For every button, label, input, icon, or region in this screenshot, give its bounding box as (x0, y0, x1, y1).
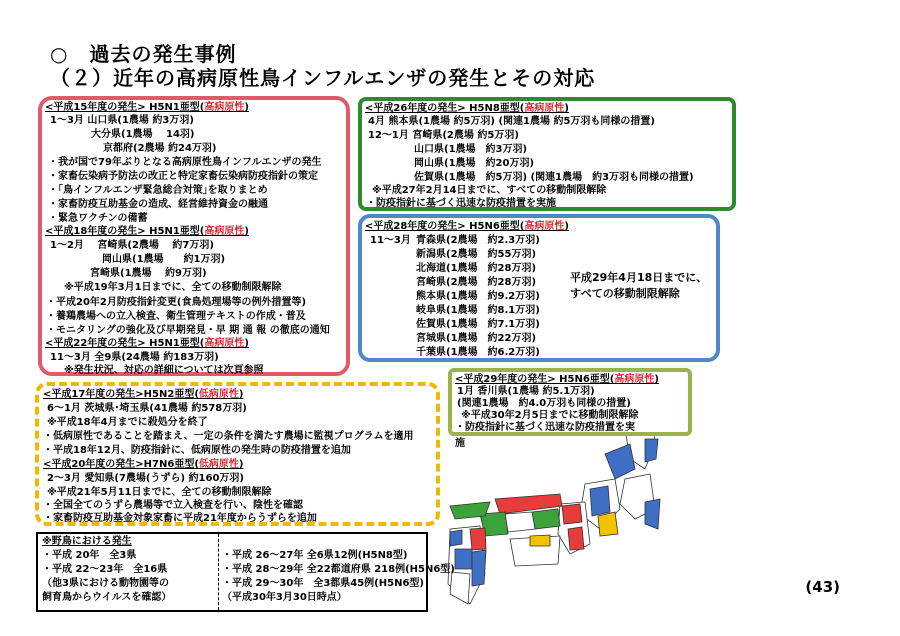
h22-line: 11～3月 全9県(24農場 約183万羽) (50, 352, 219, 363)
wild-birds-left: ・平成 20年 全3県 (42, 550, 137, 561)
box-h15-h18-h22 (38, 96, 350, 376)
h26-line: ※平成27年2月14日までに、すべての移動制限解除 (372, 185, 607, 196)
h28-row: 千葉県(1農場 約6.2万羽) (416, 347, 540, 358)
h15-line: ・家畜防疫互助基金の造成、経営維持資金の融通 (48, 199, 268, 210)
h28-note: 平成29年4月18日までに、 (570, 271, 708, 284)
divider (218, 534, 219, 610)
h15-line: ・緊急ワクチンの備蓄 (48, 213, 148, 224)
h18-line: 宮崎県(1農場 約9万羽) (90, 268, 207, 279)
h20-header: <平成20年度の発生>H7N6亜型(低病原性) (43, 459, 244, 470)
map-kagoshima (450, 572, 470, 604)
h29-line: (関連1農場 約4.0万羽も同様の措置) (457, 398, 631, 409)
map-saga (450, 530, 462, 546)
h17-line: ※平成18年4月までに殺処分を終了 (47, 417, 208, 428)
map-shimane (450, 502, 490, 519)
h26-line: 岡山県(1農場 約20万羽) (414, 158, 535, 169)
h18-line: 1～2月 宮崎県(2農場 約7万羽) (50, 240, 214, 251)
h26-header: <平成26年度の発生> H5N8亜型(高病原性) (365, 103, 569, 114)
h17-line: ・低病原性であることを踏まえ、一定の条件を満たす農場に監視プログラムを適用 (43, 431, 414, 442)
h26-line: 12～1月 宮崎県(2農場 約5万羽) (368, 130, 519, 141)
h22-line: ※発生状況、対応の詳細については次頁参照 (64, 365, 264, 376)
h28-row: 宮城県(1農場 約22万羽) (416, 333, 537, 344)
h28-header: <平成28年度の発生> H5N6亜型(高病原性) (365, 221, 569, 232)
wild-birds-right: （平成30年3月30日時点） (222, 592, 347, 603)
h26-line: ・防疫指針に基づく迅速な防疫措置を実施 (366, 198, 556, 209)
map-gifu (590, 486, 610, 516)
map-kumamoto (455, 549, 472, 569)
h15-header: <平成15年度の発生> H5N1亜型(高病原性) (45, 102, 249, 113)
wild-birds-right: ・平成 26～27年 全6県12例(H5N8型) (222, 550, 408, 561)
h15-line: 1～3月 山口県(1農場 約3万羽) (50, 115, 194, 126)
h26-line: 山口県(1農場 約3万羽) (414, 144, 528, 155)
map-miyazaki (472, 550, 486, 586)
map-aichi (598, 512, 618, 536)
map-kagawa (530, 535, 550, 546)
h15-line: ・我が国で79年ぶりとなる高病原性鳥インフルエンザの発生 (48, 157, 322, 168)
h15-line: 京都府(2農場 約24万羽) (103, 143, 217, 154)
map-oita (470, 528, 486, 550)
wild-birds-right: ・平成 29～30年 全3都県45例(H5N6型) (222, 578, 424, 589)
wild-birds-right: ・平成 28～29年 全22都道府県 218例(H5N6型) (222, 564, 455, 575)
h29-line: ※平成30年2月5日までに移動制限解除 (461, 410, 639, 421)
h17-line: ・平成18年12月、防疫指針に、低病原性の発生時の防疫措置を追加 (43, 445, 351, 456)
h18-line: ※平成19年3月1日までに、全ての移動制限解除 (64, 282, 282, 293)
map-niigata (605, 444, 635, 479)
h28-row: 新潟県(2農場 約55万羽) (416, 249, 537, 260)
h20-line: ・家畜防疫互助基金対象家畜に平成21年度からうずらを追加 (43, 513, 317, 524)
h20-line: ・全国全てのうずら農場等で立入検査を行い、陰性を確認 (43, 500, 303, 511)
map-chiba (645, 499, 660, 529)
map-nara (568, 527, 584, 550)
title-line-1: ○ 過去の発生事例 (50, 42, 237, 66)
h15-line: 大分県(1農場 14羽) (91, 129, 195, 140)
map-kyoto (562, 504, 582, 524)
box-low-pathogenic (35, 382, 440, 526)
h18-line: ・養鶏農場への立入検査、衛生管理テキストの作成・普及 (46, 311, 306, 322)
h28-period: 11～3月 (370, 235, 411, 246)
box-wild-birds (36, 532, 455, 612)
h18-header: <平成18年度の発生> H5N1亜型(高病原性) (45, 226, 249, 237)
h26-line: 佐賀県(1農場 約5万羽) (関連1農場 約3万羽も同様の措置) (414, 172, 694, 183)
box-h26 (358, 97, 736, 211)
h18-line: 岡山県(1農場 約1万羽) (102, 254, 226, 265)
h17-header: <平成17年度の発生>H5N2亜型(低病原性) (43, 389, 244, 400)
h28-row: 宮崎県(2農場 約28万羽) (416, 277, 537, 288)
wild-birds-left: ・平成 22～23年 全16県 (42, 564, 168, 575)
page-number: (43) (805, 578, 840, 596)
box-h29 (448, 368, 692, 449)
h15-line: ・｢鳥インフルエンザ緊急総合対策｣を取りまとめ (48, 185, 268, 196)
title-line-2: （２）近年の高病原性鳥インフルエンザの発生とその対応 (50, 66, 596, 90)
h17-line: 6～1月 茨城県･埼玉県(41農場 約578万羽) (47, 403, 247, 414)
h28-row: 熊本県(1農場 約9.2万羽) (416, 291, 540, 302)
h26-line: 4月 熊本県(1農場 約5万羽) (関連1農場 約5万羽も同様の措置) (368, 116, 655, 127)
h20-line: ※平成21年5月11日までに、全ての移動制限解除 (47, 487, 272, 498)
h20-line: 2～3月 愛知県(7農場(うずら) 約160万羽) (47, 473, 244, 484)
h28-note: すべての移動制限解除 (570, 287, 680, 300)
h29-line: 施 (455, 438, 465, 449)
h28-row: 北海道(1農場 約28万羽) (416, 263, 537, 274)
h28-row: 青森県(2農場 約2.3万羽) (416, 235, 540, 246)
map-miyagi (645, 439, 658, 462)
wild-birds-left: （他3県における動物園等の (42, 578, 169, 589)
h29-header: <平成29年度の発生> H5N6亜型(高病原性) (455, 374, 659, 385)
box-h28 (358, 214, 720, 362)
h29-line: ・防疫指針に基づく迅速な防疫措置を実 (455, 422, 635, 433)
h28-row: 岐阜県(1農場 約8.1万羽) (416, 305, 540, 316)
h29-line: 1月 香川県(1農場 約5.1万羽) (457, 386, 595, 397)
map-okayama (532, 509, 560, 529)
wild-birds-header: ※野鳥における発生 (42, 536, 132, 547)
h18-line: ・平成20年2月防疫指針変更(食鳥処理場等の例外措置等) (46, 297, 307, 308)
h28-row: 佐賀県(1農場 約7.1万羽) (416, 319, 540, 330)
h22-header: <平成22年度の発生> H5N1亜型(高病原性) (45, 338, 249, 349)
h18-line: ・モニタリングの強化及び早期発見・早 期 通 報 の徹底の通知 (46, 325, 330, 336)
map-hiroshima (505, 512, 535, 532)
wild-birds-left: 飼育鳥からウイルスを確認） (42, 592, 172, 603)
h15-line: ・家畜伝染病予防法の改正と特定家畜伝染病防疫指針の策定 (48, 171, 318, 182)
